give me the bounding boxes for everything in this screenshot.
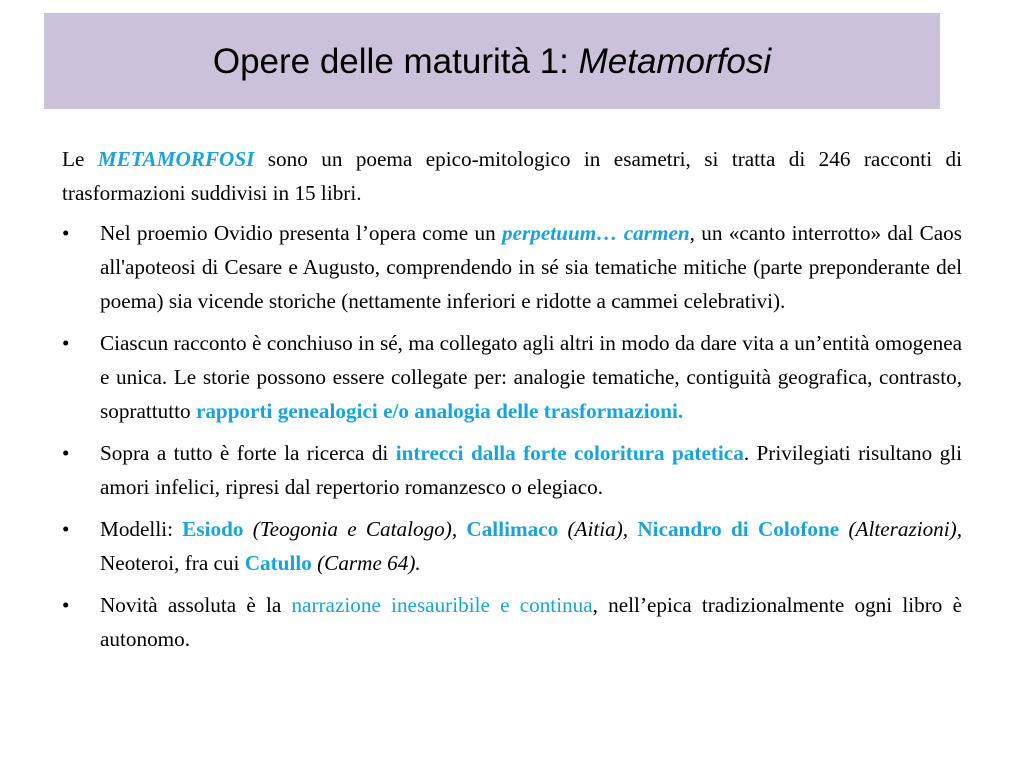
- highlight-catullo: Catullo: [244, 551, 312, 575]
- italic-alterazioni: (Alterazioni),: [839, 517, 963, 541]
- intro-text-2: sono un poema epico-mitologico in esametri, si tratta di 246 racconti di trasformazioni suddivisi in 15 libri.: [62, 147, 962, 205]
- bullet-text: . Privilegiati risultano gli amori infelici, ripresi dal repertorio romanzesco o elegiaco.: [100, 441, 962, 499]
- bullet-list: [62, 216, 962, 656]
- highlight-esiodo: Esiodo: [182, 517, 244, 541]
- highlight-rapporti-genealogici: rapporti genealogici e/o analogia delle trasformazioni.: [195, 399, 684, 423]
- bullet-item-ricerca: [62, 436, 962, 504]
- bullet-item-proemio: [62, 216, 962, 318]
- highlight-callimaco: Callimaco: [466, 517, 559, 541]
- slide-title: [213, 40, 771, 82]
- bullet-marker: •: [62, 441, 70, 465]
- bullet-marker: •: [62, 221, 70, 245]
- title-banner: [44, 13, 940, 109]
- bullet-text: , nell’epica tradizionalmente ogni libro è autonomo.: [100, 593, 962, 651]
- bullet-item-racconto: [62, 326, 962, 428]
- intro-highlight-metamorfosi: METAMORFOSI: [97, 147, 255, 171]
- intro-paragraph: [62, 142, 962, 210]
- bullet-text: [457, 517, 466, 541]
- bullet-text: Sopra a tutto è forte la ricerca di: [100, 441, 396, 465]
- bullet-text: [628, 517, 637, 541]
- bullet-item-modelli: [62, 512, 962, 580]
- highlight-perpetuum-carmen: perpetuum… carmen: [502, 221, 690, 245]
- bullet-item-novita: [62, 588, 962, 656]
- bullet-text: Novità assoluta è la: [100, 593, 292, 617]
- bullet-text: Nel proemio Ovidio presenta l’opera come un: [100, 221, 503, 245]
- italic-carme: (Carme 64).: [311, 551, 421, 575]
- highlight-intrecci: intrecci dalla forte coloritura patetica: [395, 441, 744, 465]
- slide-body: [62, 142, 962, 664]
- highlight-narrazione: narrazione inesauribile e continua: [291, 593, 593, 617]
- bullet-marker: •: [62, 331, 70, 355]
- bullet-text: , un «canto interrotto» dal Caos all'apoteosi di Cesare e Augusto, comprendendo in sé sia tematiche mitiche (parte preponderante del poema) sia vicende storiche (nettamente inferiori e ridotte a cammei celebrativi).: [100, 221, 962, 313]
- italic-teogonia: (Teogonia e Catalogo),: [243, 517, 458, 541]
- bullet-marker: •: [62, 593, 70, 617]
- bullet-text: Modelli:: [100, 517, 183, 541]
- italic-aitia: (Aitia),: [558, 517, 629, 541]
- highlight-nicandro: Nicandro di Colofone: [637, 517, 840, 541]
- bullet-text: Ciascun racconto è conchiuso in sé, ma collegato agli altri in modo da dare vita a un’entità omogenea e unica. Le storie possono essere collegate per: analogie tematiche, contiguità geografica, contrasto, soprattutto: [100, 331, 962, 423]
- intro-text-1: Le: [62, 147, 98, 171]
- bullet-marker: •: [62, 517, 70, 541]
- bullet-text: Neoteroi, fra cui: [100, 551, 245, 575]
- slide-title-italic: Metamorfosi: [578, 42, 772, 81]
- slide-title-prefix: Opere delle maturità 1:: [212, 42, 579, 81]
